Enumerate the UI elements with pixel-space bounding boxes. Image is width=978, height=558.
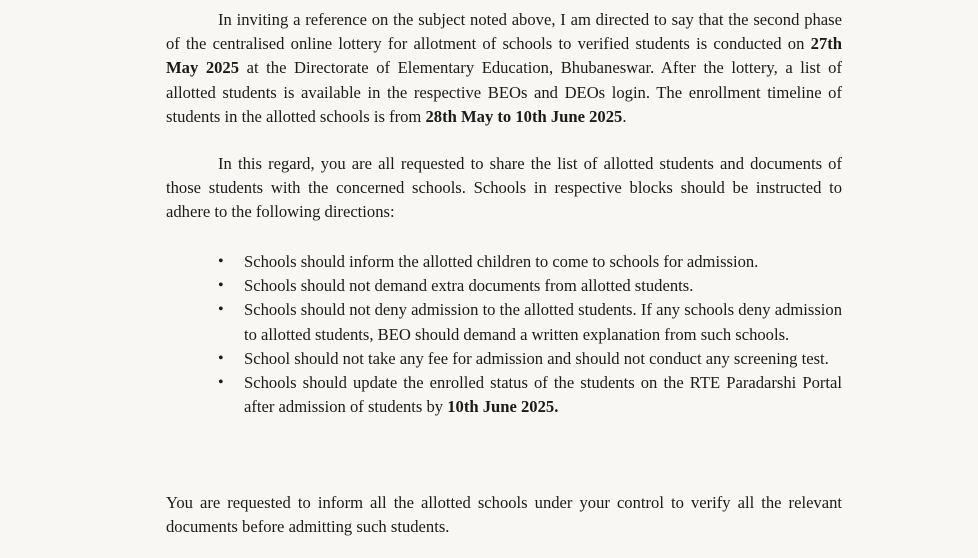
paragraph-lottery-text-b: at the Directorate of Elementary Education, Bhubaneswar. After the lottery, a list of allotted students is available in the respective BEOs and DEOs login. The enrollment timeline of students in the allotted schools is from [166,58,842,126]
direction-text: School should not take any fee for admission and should not conduct any screening test. [244,348,829,368]
directions-list [214,250,842,419]
update-deadline-date: 10th June 2025. [447,397,559,417]
direction-text: Schools should not deny admission to the allotted students. If any schools deny admission to allotted students, BEO should demand a written explanation from such schools. [244,300,842,344]
lottery-date: 27th May 2025 [166,34,842,78]
direction-item [214,371,842,419]
paragraph-lottery-text-c: . [622,106,627,126]
direction-text: Schools should not demand extra documents from allotted students. [244,276,694,296]
direction-item [214,347,842,371]
bullet-icon: • [218,301,224,319]
paragraph-lottery-info [166,8,842,129]
direction-item [214,298,842,346]
paragraph-verify-documents: You are requested to inform all the allotted schools under your control to verify all the relevant documents before admitting such students. [166,493,842,537]
bullet-icon: • [218,253,224,270]
bullet-icon: • [218,277,224,295]
paragraph-request-share: In this regard, you are all requested to share the list of allotted students and documents of those students with the concerned schools. Schools in respective blocks should be instructed to adhere to the following directions: [166,154,842,222]
bullet-icon: • [218,349,224,367]
direction-item [214,250,842,274]
bullet-icon: • [218,374,224,392]
direction-text: Schools should inform the allotted children to come to schools for admission. [244,252,759,271]
direction-text: Schools should update the enrolled status of the students on the RTE Paradarshi Portal after admission of students by [244,373,842,417]
paragraph-lottery-text-a: In inviting a reference on the subject noted above, I am directed to say that the second phase of the centralised online lottery for allotment of schools to verified students is conducted on [166,10,842,54]
enrollment-date-range: 28th May to 10th June 2025 [425,106,623,126]
direction-item [214,274,842,298]
